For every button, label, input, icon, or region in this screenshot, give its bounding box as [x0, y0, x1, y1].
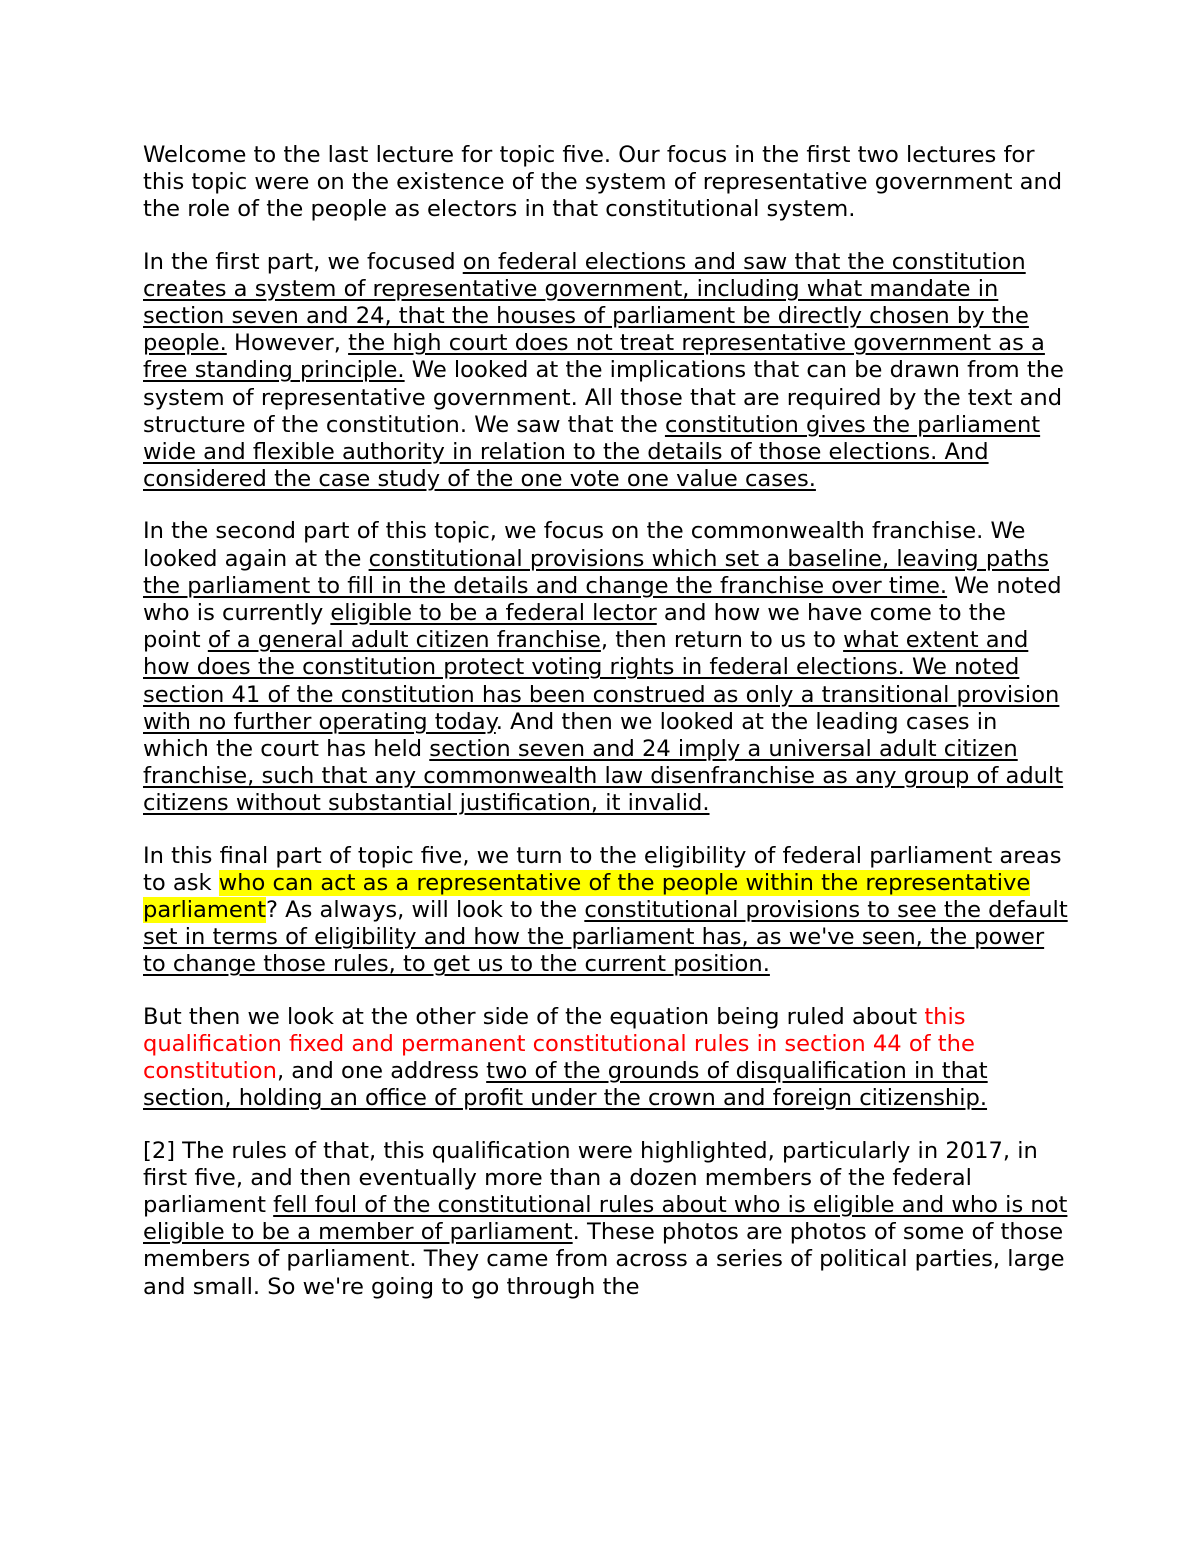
text-run: , and one address	[276, 1058, 487, 1085]
underlined-text: of a general adult citizen franchise	[207, 627, 601, 654]
highlighted-text: who can act as a representative of the people within the representative parliament	[143, 869, 1031, 924]
paragraph-final-part	[143, 843, 1068, 979]
text-run: However,	[226, 330, 349, 357]
underlined-text: fell foul of the constitutional rules about who is eligible and who is not eligible to be a member of parliament	[143, 1191, 1068, 1246]
text-run: But then we look at the other side of the equation being ruled about	[143, 1003, 925, 1030]
text-run: We noted who is currently	[143, 572, 1062, 627]
underlined-text: constitutional provisions which set a baseline, leaving paths the parliament to fill in the details and change the franchise over time.	[143, 545, 1049, 599]
paragraph-disqualification	[143, 1004, 1068, 1113]
paragraph-2017	[143, 1138, 1068, 1301]
paragraph-second-part	[143, 518, 1068, 817]
text-run: We looked at the implications that can be drawn from the system of representative government. All those that are required by the text and structure of the constitution. We saw that the	[143, 357, 1064, 438]
text-run: In the second part of this topic, we focus on the commonwealth franchise. We looked again at the	[143, 518, 1026, 572]
text-run: ? As always, will look to the	[265, 897, 585, 924]
paragraph-first-part	[143, 249, 1068, 494]
text-run: and how we have come to the point	[143, 600, 1006, 654]
underlined-text: what extent and how does the constitution protect voting rights in federal elections. We noted section 41 of the constitution has been construed as only a transitional provision with no further operating today	[143, 627, 1060, 735]
text-run: In this final part of topic five, we turn to the eligibility of federal parliament areas to ask	[143, 842, 1062, 896]
paragraph-intro	[143, 142, 1068, 224]
underlined-text: constitution gives the parliament wide and flexible authority in relation to the details of those elections. And considered the case study of the one vote one value cases.	[143, 411, 1041, 493]
text-run: In the first part, we focused	[143, 248, 463, 275]
underlined-text: eligible to be a federal lector	[330, 600, 657, 627]
underlined-text: two of the grounds of disqualification in that section, holding an office of profit under the crown and foreign citizenship.	[143, 1058, 988, 1112]
document-body	[143, 142, 1068, 1326]
red-text: this qualification fixed and permanent constitutional rules in section 44 of the constitution	[143, 1003, 975, 1085]
underlined-text: section seven and 24 imply a universal adult citizen franchise, such that any commonwealth law disenfranchise as any group of adult citizens without substantial justification, it invalid.	[143, 736, 1064, 817]
text-run: . And then we looked at the leading cases in which the court has held	[143, 708, 998, 763]
underlined-text: the high court does not treat representative government as a free standing principle.	[143, 330, 1045, 384]
underlined-text: constitutional provisions to see the default set in terms of eligibility and how the parliament has, as we've seen, the power to change those rules, to get us to the current position.	[143, 897, 1068, 978]
text-run: [2] The rules of that, this qualification were highlighted, particularly in 2017, in first five, and then eventually more than a dozen members of the federal parliament	[143, 1137, 1038, 1218]
underlined-text: on federal elections and saw that the constitution creates a system of representative government, including what mandate in section seven and 24, that the houses of parliament be directly chosen by the people.	[143, 248, 1029, 357]
text-run: , then return to us to	[600, 627, 844, 654]
text-run: Welcome to the last lecture for topic five. Our focus in the first two lectures for this topic were on the existence of the system of representative government and the role of the people as electors in that constitutional system.	[143, 142, 1063, 223]
text-run: . These photos are photos of some of those members of parliament. They came from across a series of political parties, large and small. So we're going to go through the	[143, 1219, 1065, 1300]
